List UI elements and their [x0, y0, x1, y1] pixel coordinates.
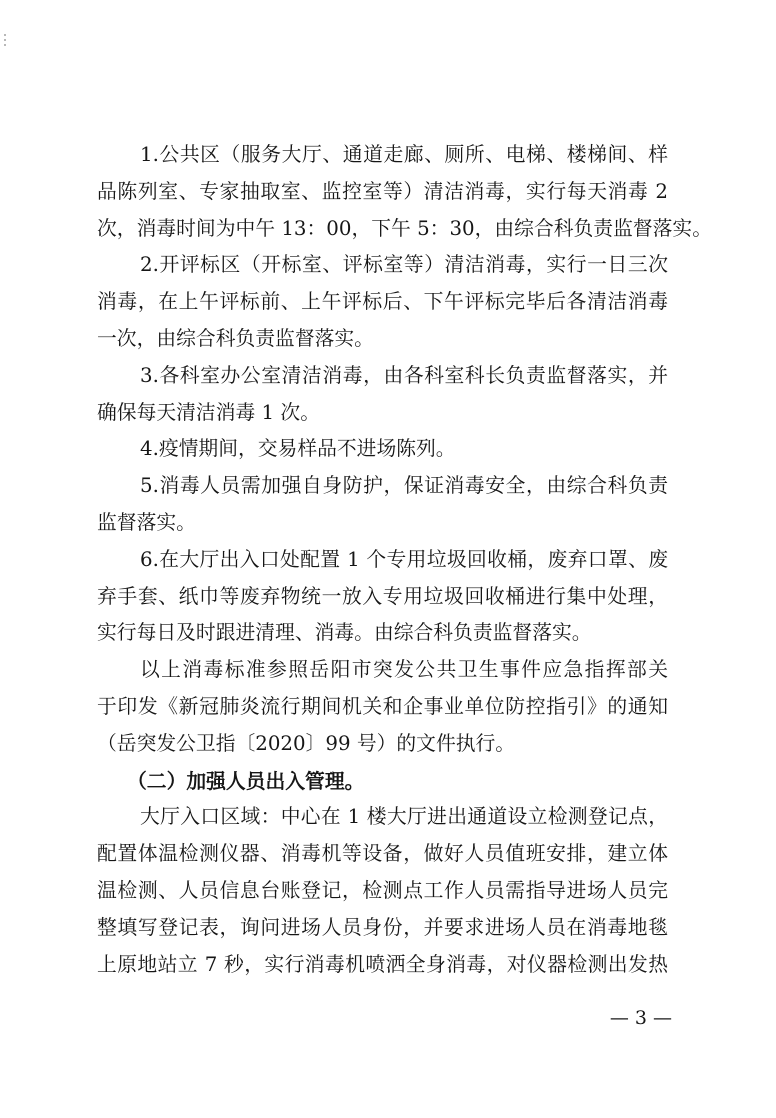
text-line: 整填写登记表，询问进场人员身份，并要求进场人员在消毒地毯	[97, 915, 668, 939]
scan-speck	[4, 34, 6, 46]
text-line: 确保每天清洁消毒 1 次。	[97, 400, 320, 424]
text-line: 一次，由综合科负责监督落实。	[97, 326, 374, 350]
text-line: 以上消毒标准参照岳阳市突发公共卫生事件应急指挥部关	[140, 658, 668, 682]
text-line: 2.开评标区（开标室、评标室等）清洁消毒，实行一日三次	[140, 253, 668, 277]
text-line: 大厅入口区域：中心在 1 楼大厅进出通道设立检测登记点，	[140, 805, 668, 829]
text-line: 5.消毒人员需加强自身防护，保证消毒安全，由综合科负责	[140, 474, 668, 498]
text-line: 6.在大厅出入口处配置 1 个专用垃圾回收桶，废弃口罩、废	[140, 547, 668, 571]
text-line: 监督落实。	[97, 510, 196, 534]
section-heading: （二）加强人员出入管理。	[127, 768, 365, 793]
text-line: 上原地站立 7 秒，实行消毒机喷洒全身消毒，对仪器检测出发热	[97, 952, 668, 976]
list-item-2	[97, 247, 668, 357]
document-body	[97, 137, 712, 983]
text-line: 次，消毒时间为中午 13：00，下午 5：30，由综合科负责监督落实。	[97, 216, 712, 240]
text-line: 温检测、人员信息台账登记，检测点工作人员需指导进场人员完	[97, 878, 668, 902]
text-line: 1.公共区（服务大厅、通道走廊、厕所、电梯、楼梯间、样	[140, 143, 668, 166]
entrance-paragraph	[97, 799, 668, 983]
list-item-5	[97, 468, 668, 542]
list-item-4	[97, 431, 668, 468]
text-line: 弃手套、纸巾等废弃物统一放入专用垃圾回收桶进行集中处理，	[97, 584, 668, 608]
text-line: 3.各科室办公室清洁消毒，由各科室科长负责监督落实，并	[140, 363, 668, 387]
list-item-6	[97, 542, 668, 652]
list-item-3	[97, 358, 668, 432]
text-line: （岳突发公卫指〔2020〕99 号）的文件执行。	[97, 731, 516, 755]
text-line: 实行每日及时跟进清理、消毒。由综合科负责监督落实。	[97, 621, 592, 645]
text-line: 品陈列室、专家抽取室、监控室等）清洁消毒，实行每天消毒 2	[97, 179, 668, 203]
text-line: 于印发《新冠肺炎流行期间机关和企事业单位防控指引》的通知	[97, 694, 668, 718]
text-line: 配置体温检测仪器、消毒机等设备，做好人员值班安排，建立体	[97, 842, 668, 866]
reference-paragraph	[97, 652, 668, 762]
page-number: — 3 —	[609, 1007, 672, 1029]
text-line: 消毒，在上午评标前、上午评标后、下午评标完毕后各清洁消毒	[97, 290, 668, 314]
text-line: 4.疫情期间，交易样品不进场陈列。	[140, 437, 456, 461]
list-item-1	[97, 137, 712, 247]
